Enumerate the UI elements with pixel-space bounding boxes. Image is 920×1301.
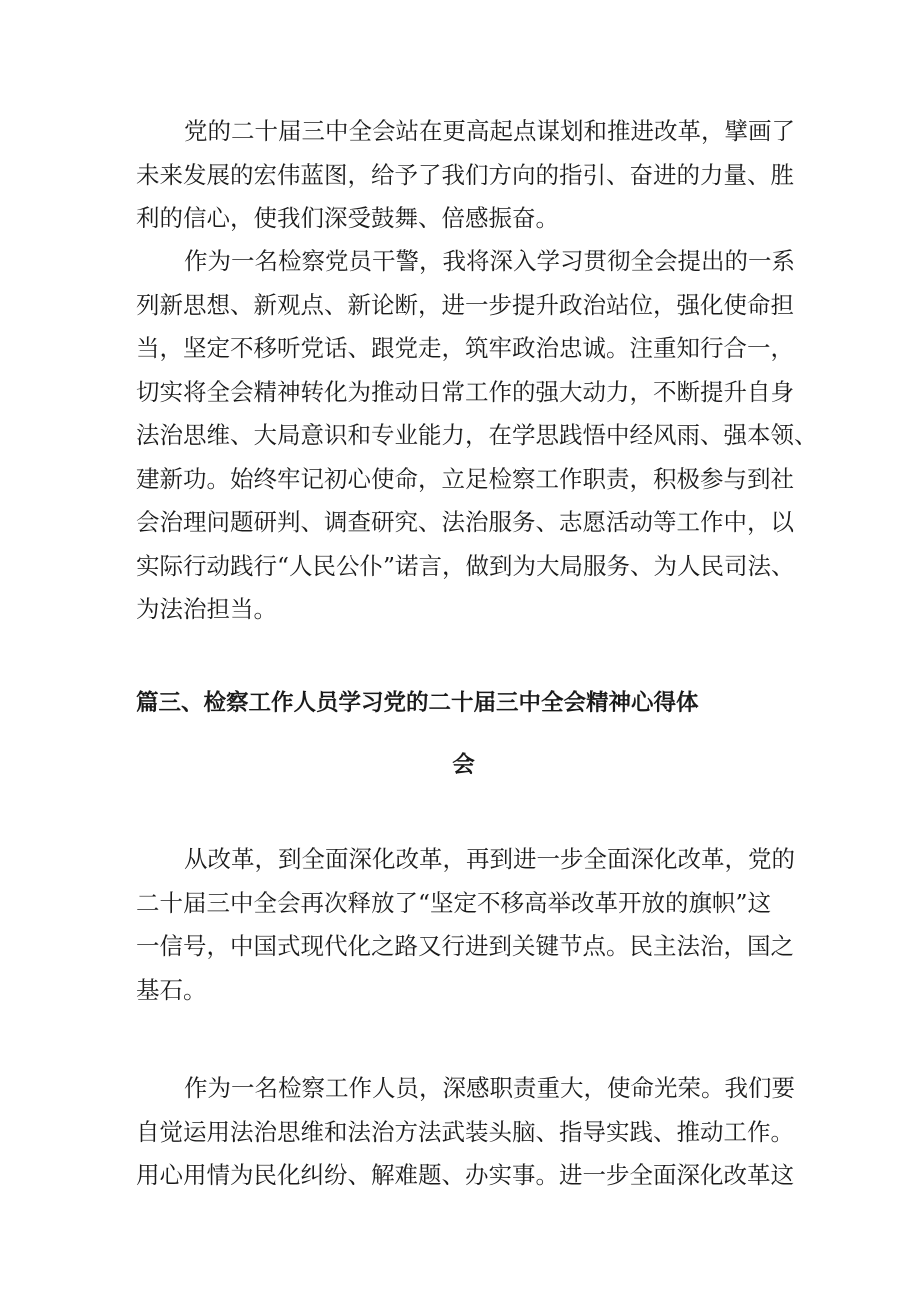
paragraph-line: 法治思维、大局意识和专业能力，在学思践悟中经风雨、强本领、: [136, 421, 818, 449]
paragraph-line: 从改革，到全面深化改革，再到进一步全面深化改革，党的: [184, 845, 795, 873]
paragraph-line: 自觉运用法治思维和法治方法武装头脑、指导实践、推动工作。: [136, 1117, 794, 1146]
paragraph-line: 一信号，中国式现代化之路又行进到关键节点。民主法治，国之: [136, 932, 794, 960]
paragraph-line: 未来发展的宏伟蓝图，给予了我们方向的指引、奋进的力量、胜: [136, 160, 794, 189]
section-heading-line-2: 会: [452, 752, 475, 778]
paragraph-line: 实际行动践行“人民公仆”诺言，做到为大局服务、为人民司法、: [136, 551, 795, 580]
paragraph-line: 党的二十届三中全会站在更高起点谋划和推进改革，擘画了: [184, 117, 795, 145]
paragraph-line: 当，坚定不移听党话、跟党走，筑牢政治忠诚。注重知行合一，: [136, 334, 794, 362]
paragraph-line: 为法治担当。: [136, 595, 277, 623]
paragraph-line: 作为一名检察党员干警，我将深入学习贯彻全会提出的一系: [184, 247, 795, 275]
paragraph-line: 建新功。始终牢记初心使命，立足检察工作职责，积极参与到社: [136, 464, 794, 493]
paragraph-2: [136, 240, 818, 632]
section-heading-line-1: 篇三、检察工作人员学习党的二十届三中全会精神心得体: [136, 690, 699, 716]
paragraph-line: 利的信心，使我们深受鼓舞、倍感振奋。: [136, 204, 559, 232]
section-heading: [136, 682, 796, 787]
paragraph-4: [136, 1067, 796, 1198]
paragraph-3: [136, 838, 796, 1012]
paragraph-line: 列新思想、新观点、新论断，进一步提升政治站位，强化使命担: [136, 290, 794, 319]
paragraph-line: 会治理问题研判、调查研究、法治服务、志愿活动等工作中，以: [136, 508, 794, 536]
paragraph-line: 作为一名检察工作人员，深感职责重大，使命光荣。我们要: [184, 1074, 795, 1102]
paragraph-line: 基石。: [136, 975, 207, 1004]
paragraph-line: 用心用情为民化纠纷、解难题、办实事。进一步全面深化改革这: [136, 1161, 794, 1189]
paragraph-line: 切实将全会精神转化为推动日常工作的强大动力，不断提升自身: [136, 377, 794, 406]
paragraph-1: [136, 110, 796, 241]
paragraph-line: 二十届三中全会再次释放了“坚定不移高举改革开放的旗帜”这: [136, 888, 772, 917]
